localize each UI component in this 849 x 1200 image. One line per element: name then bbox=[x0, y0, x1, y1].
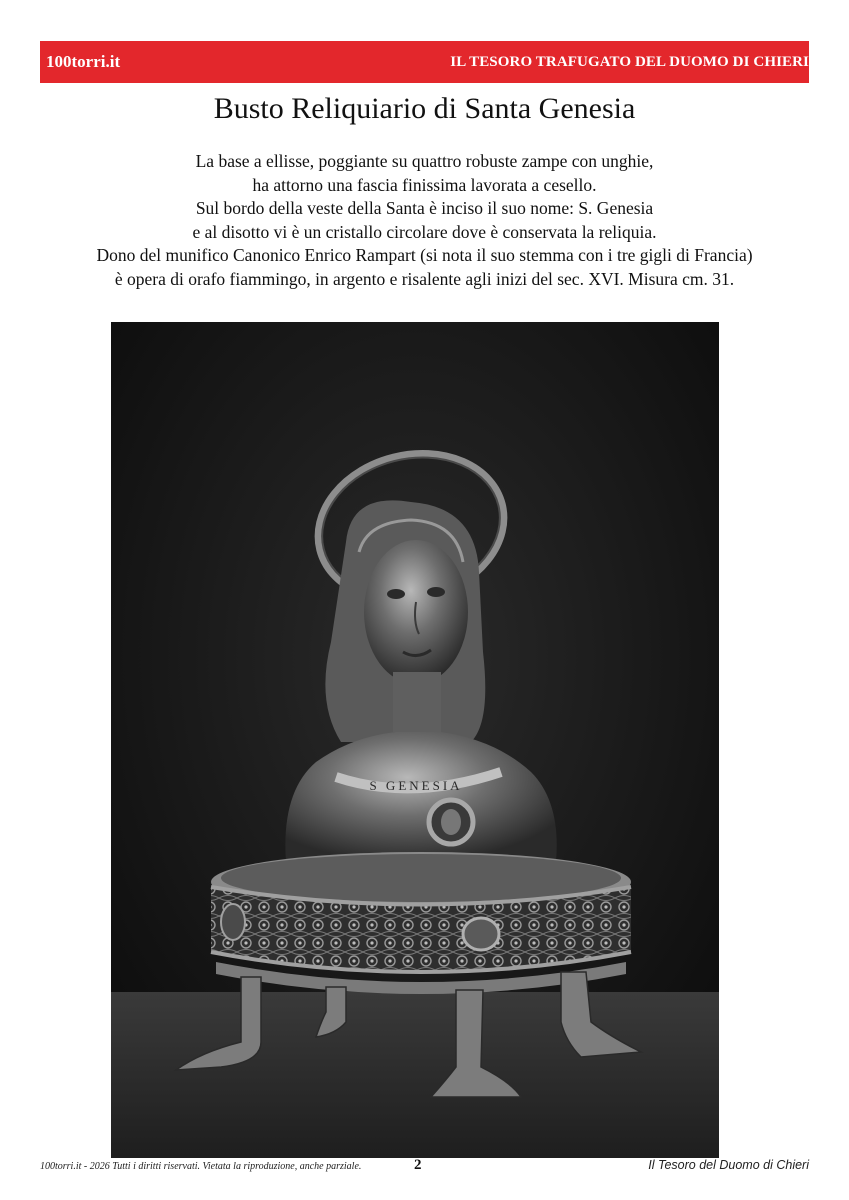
coat-of-arms bbox=[463, 918, 499, 950]
description-line: è opera di orafo fiammingo, in argento e risalente agli inizi del sec. XVI. Misura cm. 31. bbox=[114, 268, 735, 289]
reliquary-photo bbox=[111, 322, 719, 1158]
header-bar bbox=[40, 41, 809, 83]
description-line: Dono del munifico Canonico Enrico Rampart (si nota il suo stemma con i tre gigli di Francia) bbox=[96, 245, 753, 266]
site-name[interactable]: 100torri.it bbox=[46, 52, 121, 71]
page-number: 2 bbox=[414, 1157, 422, 1173]
footer-copyright: 100torri.it - 2026 Tutti i diritti riservati. Vietata la riproduzione, anche parziale. bbox=[40, 1161, 362, 1172]
reliquary-illustration bbox=[111, 322, 719, 1158]
description-line: ha attorno una fascia finissima lavorata a cesello. bbox=[252, 174, 597, 195]
description-line: Sul bordo della veste della Santa è inciso il suo nome: S. Genesia bbox=[195, 198, 654, 219]
page-title: Busto Reliquiario di Santa Genesia bbox=[213, 92, 636, 125]
description-line: La base a ellisse, poggiante su quattro robuste zampe con unghie, bbox=[195, 151, 654, 171]
description-line: e al disotto vi è un cristallo circolare dove è conservata la reliquia. bbox=[192, 221, 657, 242]
section-title: IL TESORO TRAFUGATO DEL DUOMO DI CHIERI bbox=[450, 53, 809, 70]
footer-publication: Il Tesoro del Duomo di Chieri bbox=[648, 1158, 809, 1172]
bust-inscription: S GENESIA bbox=[369, 778, 463, 793]
description bbox=[20, 150, 829, 292]
